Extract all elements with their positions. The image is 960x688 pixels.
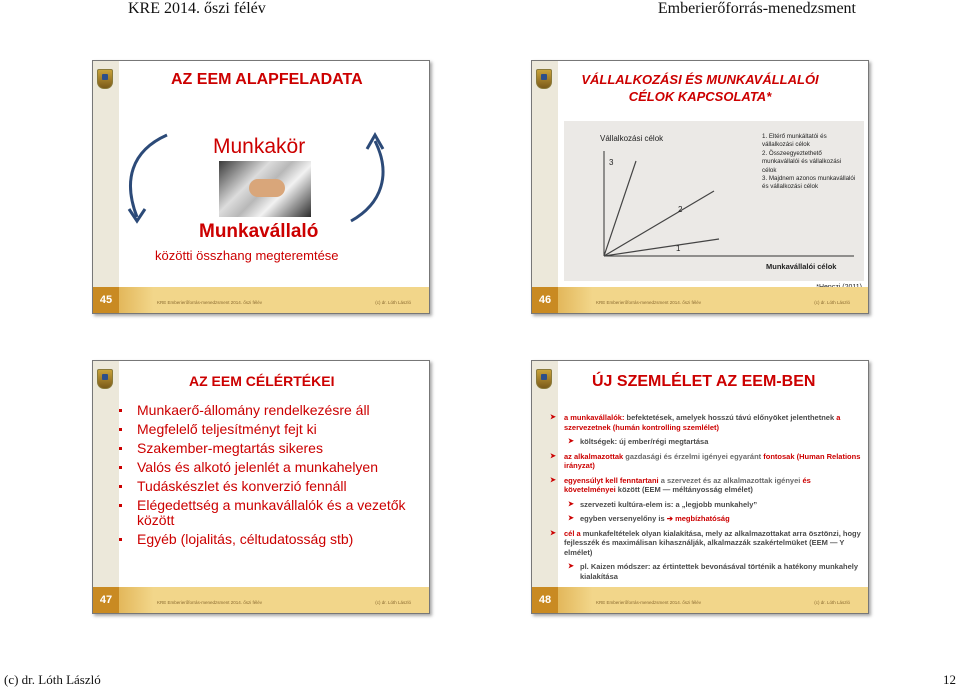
slide-body: [542, 413, 864, 586]
page-header-left: KRE 2014. őszi félév: [128, 0, 266, 17]
footer-course: KRE Emberierőforrás-menedzsment 2014. őszi félév: [157, 300, 263, 305]
list-item: Szakember-megtartás sikeres: [117, 441, 417, 456]
slide-46: [531, 60, 869, 314]
diagram-legend: [762, 133, 856, 192]
arrow-bullet-icon: ➤: [568, 500, 574, 508]
vector-2: [604, 191, 714, 256]
university-logo-icon: [536, 369, 552, 389]
arrow-bullet-icon: ➤: [550, 529, 556, 537]
slide-number: 47: [93, 587, 119, 613]
slide-footer: [532, 587, 868, 613]
slide-48: [531, 360, 869, 614]
list-item: Megfelelő teljesítményt fejt ki: [117, 422, 417, 437]
page-footer-left: (c) dr. Lóth László: [4, 672, 101, 687]
arrow-bullet-icon: ➤: [568, 515, 574, 522]
slide-title-line2: CÉLOK KAPCSOLATA*: [628, 89, 772, 104]
munkakor-label: Munkakör: [213, 135, 306, 158]
footer-course: KRE Emberierőforrás-menedzsment 2014. őszi félév: [596, 300, 702, 305]
page-number: 12: [943, 672, 956, 687]
list-item: ➤ cél a munkafeltételek olyan kialakítása, mely az alkalmazottakat arra ösztönzi, hogy fejlesszék és maximálisan kihasználják, alkalmazzák szakértelmüket (EEM — Y elmélet): [550, 528, 861, 557]
list-item: Elégedettség a munkavállalók és a vezetők között: [117, 498, 417, 528]
list-item: ➤ egyensúlyt kell fenntartani a szervezet és az alkalmazottak igényei és követelményei között (EEM — méltányosság elmélet): [550, 475, 811, 494]
university-logo-icon: [97, 369, 113, 389]
footer-course: KRE Emberierőforrás-menedzsment 2014. őszi félév: [157, 600, 263, 605]
slide-title: AZ EEM ALAPFELADATA: [171, 71, 363, 88]
handshake-photo: [219, 161, 311, 217]
legend-item-1: 1. Eltérő munkáltatói és vállalkozási célok: [762, 133, 827, 149]
list-item: ➤ szervezeti kultúra-elem is: a „legjobb munkahely”: [568, 499, 758, 509]
goals-diagram: [564, 121, 864, 281]
slide-number: 48: [532, 587, 558, 613]
list-item: Munkaerő-állomány rendelkezésre áll: [117, 403, 417, 418]
university-logo-icon: [97, 69, 113, 89]
page-header-right: Emberierőforrás-menedzsment: [657, 0, 856, 17]
vector-2-label: 2: [678, 205, 683, 214]
arrow-bullet-icon: ➤: [568, 563, 574, 570]
vector-1-label: 1: [676, 244, 681, 253]
slide-47: [92, 360, 430, 614]
slide-sidebar: [93, 361, 119, 587]
kozotti-label: közötti összhang megteremtése: [155, 248, 339, 263]
list-item: Tudáskészlet és konverzió fennáll: [117, 479, 417, 494]
slide-title: [532, 71, 868, 105]
slide-title: ÚJ SZEMLÉLET AZ EEM-BEN: [592, 373, 816, 390]
list-item: ➤ költségek: új ember/régi megtartása: [568, 437, 709, 446]
x-axis-label: Munkavállalói célok: [766, 262, 837, 271]
list-item: ➤ egyben versenyelőny is ➔ megbízhatóság: [568, 514, 730, 523]
slide-45: [92, 60, 430, 314]
vector-1: [604, 239, 719, 256]
footer-author: (c) dr. Lóth László: [375, 300, 411, 305]
slide-footer: [93, 287, 429, 313]
slide-title-line1: VÁLLALKOZÁSI ÉS MUNKAVÁLLALÓI: [581, 72, 819, 87]
slide-footer: [532, 287, 868, 313]
footer-author: (c) dr. Lóth László: [814, 600, 850, 605]
list-item: ➤ pl. Kaizen módszer: az értintettek bevonásával történik a hatékony munkahely kialakítása: [568, 562, 859, 581]
goals-list: [117, 403, 417, 551]
legend-item-2: 2. Összeegyeztethető munkavállalói és vállalkozási célok: [762, 149, 842, 174]
footer-course: KRE Emberierőforrás-menedzsment 2014. őszi félév: [596, 600, 702, 605]
vector-3-label: 3: [609, 158, 614, 167]
arrow-bullet-icon: ➤: [550, 476, 556, 484]
slide-number: 45: [93, 287, 119, 313]
footer-author: (c) dr. Lóth László: [814, 300, 850, 305]
list-item: Egyéb (lojalitás, céltudatosság stb): [117, 532, 417, 547]
slide-footer: [93, 587, 429, 613]
legend-item-3: 3. Majdnem azonos munkavállalói és vállalkozási célok: [762, 175, 856, 191]
list-item: ➤ a munkavállalók: befektetések, amelyek hosszú távú előnyöket jelenthetnek a szervezetnek (humán kontrolling szemlélet): [550, 413, 841, 432]
y-axis-label: Vállalkozási célok: [600, 134, 664, 143]
slide-number: 46: [532, 287, 558, 313]
arrow-bullet-icon: ➤: [568, 438, 574, 445]
footer-author: (c) dr. Lóth László: [375, 600, 411, 605]
arrow-bullet-icon: ➤: [550, 452, 556, 460]
vector-3: [604, 161, 636, 256]
arrow-bullet-icon: ➤: [550, 414, 556, 421]
list-item: Valós és alkotó jelenlét a munkahelyen: [117, 460, 417, 475]
munkavallalo-label: Munkavállaló: [199, 221, 319, 242]
slide-title: AZ EEM CÉLÉRTÉKEI: [189, 373, 335, 389]
list-item: ➤ az alkalmazottak gazdasági és érzelmi igényei egyaránt fontosak (Human Relations irányzat): [550, 451, 861, 470]
